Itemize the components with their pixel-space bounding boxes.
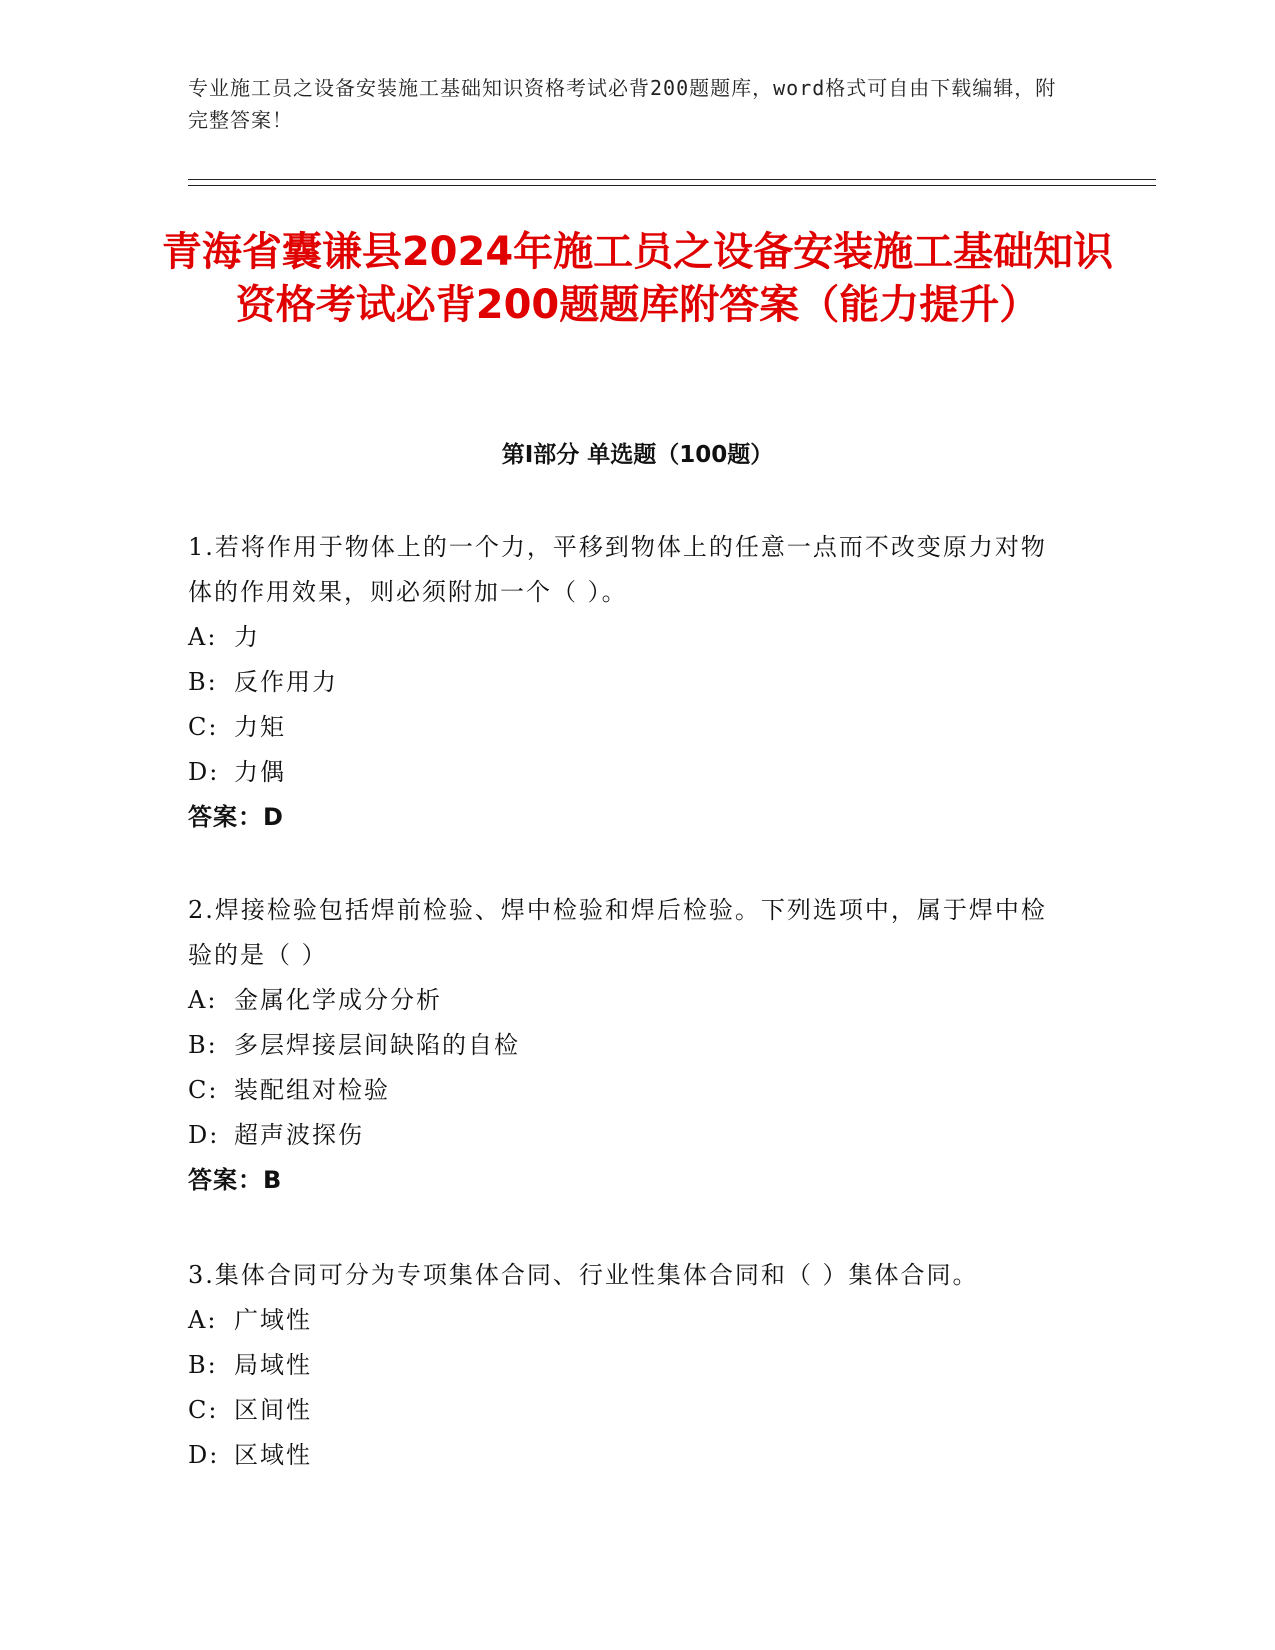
option-text: 广域性 (234, 1306, 312, 1334)
question-block (188, 525, 1068, 840)
option-d (188, 1433, 1068, 1478)
option-text: 多层焊接层间缺陷的自检 (234, 1031, 520, 1059)
option-text: 区间性 (234, 1396, 312, 1424)
question-stem: 1.若将作用于物体上的一个力，平移到物体上的任意一点而不改变原力对物体的作用效果，则必须附加一个（ ）。 (188, 533, 1047, 606)
option-text: 局域性 (234, 1351, 312, 1379)
option-key: C: (188, 1076, 219, 1104)
option-text: 装配组对检验 (234, 1076, 390, 1104)
option-key: D: (188, 758, 220, 786)
question-stem: 3.集体合同可分为专项集体合同、行业性集体合同和（ ）集体合同。 (188, 1261, 979, 1289)
header-divider-top (188, 179, 1156, 180)
option-key: C: (188, 1396, 219, 1424)
option-b (188, 660, 1068, 705)
question-stem: 2.焊接检验包括焊前检验、焊中检验和焊后检验。下列选项中，属于焊中检验的是（ ） (188, 896, 1047, 969)
option-text: 超声波探伤 (234, 1121, 364, 1149)
option-key: B: (188, 668, 218, 696)
option-c (188, 1068, 1068, 1113)
option-d (188, 1113, 1068, 1158)
option-a (188, 615, 1068, 660)
option-key: C: (188, 713, 219, 741)
header-note: 专业施工员之设备安装施工基础知识资格考试必背200题题库，word格式可自由下载编辑，附完整答案！ (188, 76, 1057, 132)
option-c (188, 1388, 1068, 1433)
option-key: A: (188, 986, 218, 1014)
option-key: B: (188, 1031, 218, 1059)
option-key: B: (188, 1351, 218, 1379)
section-title: 第Ⅰ部分 单选题（100题） (501, 442, 774, 468)
option-key: D: (188, 1441, 220, 1469)
header-divider-bottom (188, 185, 1156, 186)
answer-line: 答案：B (188, 1166, 283, 1194)
option-key: A: (188, 1306, 218, 1334)
question-block (188, 888, 1068, 1203)
option-text: 金属化学成分分析 (234, 986, 442, 1014)
option-key: A: (188, 623, 218, 651)
document-title: 青海省囊谦县2024年施工员之设备安装施工基础知识资格考试必背200题题库附答案（能力提升） (161, 229, 1114, 328)
option-text: 力偶 (234, 758, 286, 786)
option-a (188, 1298, 1068, 1343)
option-b (188, 1023, 1068, 1068)
option-b (188, 1343, 1068, 1388)
answer-line: 答案：D (188, 803, 284, 831)
option-c (188, 705, 1068, 750)
option-text: 力矩 (234, 713, 286, 741)
option-key: D: (188, 1121, 220, 1149)
option-text: 反作用力 (234, 668, 338, 696)
option-a (188, 978, 1068, 1023)
question-block (188, 1253, 1068, 1478)
option-text: 力 (234, 623, 260, 651)
option-d (188, 750, 1068, 795)
option-text: 区域性 (234, 1441, 312, 1469)
